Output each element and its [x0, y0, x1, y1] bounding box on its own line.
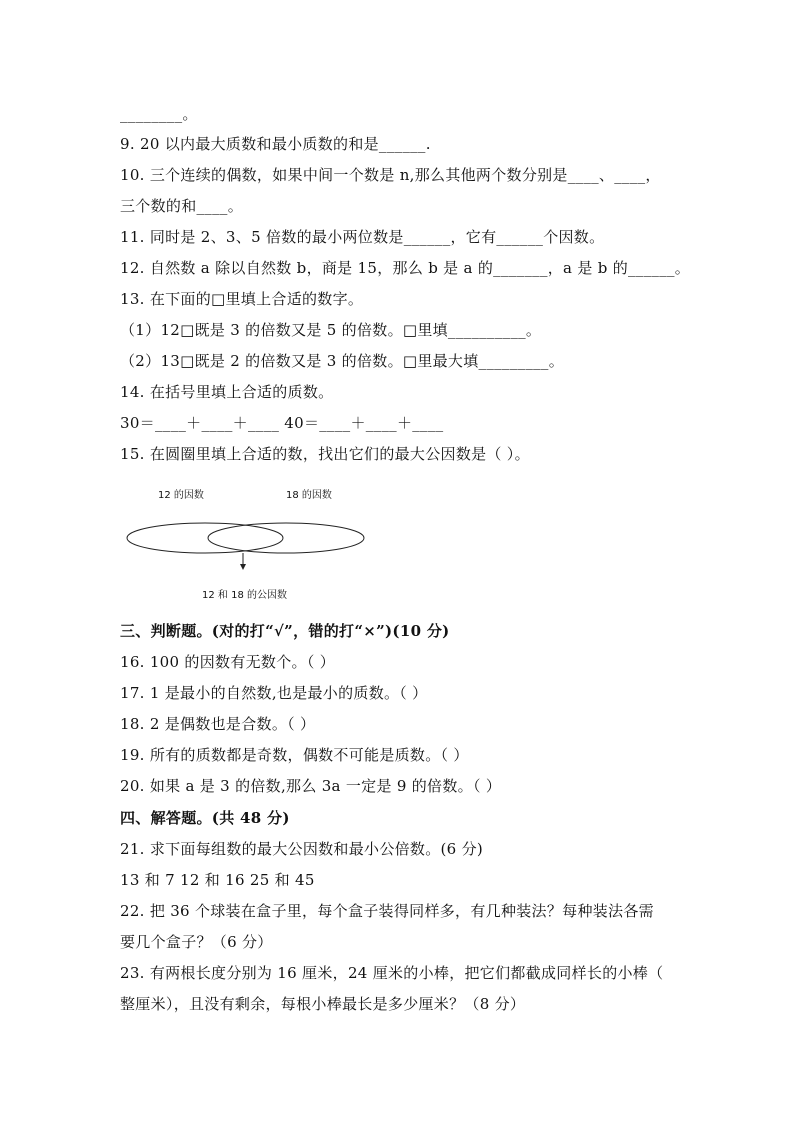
question-15: 15. 在圆圈里填上合适的数，找出它们的最大公因数是（ ）。	[120, 445, 530, 463]
question-21-numbers: 13 和 7 12 和 16 25 和 45	[120, 871, 315, 889]
question-9: 9. 20 以内最大质数和最小质数的和是______.	[120, 135, 431, 153]
question-23-line-1: 23. 有两根长度分别为 16 厘米，24 厘米的小棒，把它们都截成同样长的小棒（	[120, 964, 664, 982]
venn-bottom-label: 12 和 18 的公因数	[202, 590, 287, 601]
question-20: 20. 如果 a 是 3 的倍数,那么 3a 一定是 9 的倍数。（ ）	[120, 777, 502, 795]
question-22-line-2: 要几个盒子？（6 分）	[120, 933, 273, 951]
question-14-equations: 30＝____＋____＋____ 40＝____＋____＋____	[120, 414, 444, 432]
question-12: 12. 自然数 a 除以自然数 b，商是 15，那么 b 是 a 的_______，a 是 b 的______。	[120, 259, 691, 277]
question-13-part-2: （2）13□既是 2 的倍数又是 3 的倍数。□里最大填_________。	[120, 352, 565, 370]
question-16: 16. 100 的因数有无数个。（ ）	[120, 653, 335, 671]
question-23-line-2: 整厘米），且没有剩余，每根小棒最长是多少厘米？（8 分）	[120, 995, 526, 1013]
question-13-part-1: （1）12□既是 3 的倍数又是 5 的倍数。□里填__________。	[120, 321, 542, 339]
venn-left-label: 12 的因数	[158, 490, 204, 501]
question-22-line-1: 22. 把 36 个球装在盒子里，每个盒子装得同样多，有几种装法？每种装法各需	[120, 902, 654, 920]
venn-right-ellipse	[208, 523, 364, 553]
venn-arrow-head	[240, 564, 246, 570]
section-4-heading: 四、解答题。(共 48 分)	[120, 809, 290, 827]
venn-left-ellipse	[127, 523, 283, 553]
question-10-line-2: 三个数的和____。	[120, 197, 244, 215]
question-18: 18. 2 是偶数也是合数。（ ）	[120, 715, 316, 733]
section-3-heading: 三、判断题。(对的打“√”，错的打“×”)(10 分)	[120, 622, 450, 640]
blank-line-continuation: ________。	[120, 105, 198, 123]
question-13: 13. 在下面的□里填上合适的数字。	[120, 290, 364, 308]
question-14: 14. 在括号里填上合适的质数。	[120, 383, 334, 401]
venn-diagram	[120, 482, 380, 606]
question-11: 11. 同时是 2、3、5 倍数的最小两位数是______，它有______个因数。	[120, 228, 605, 246]
question-21: 21. 求下面每组数的最大公因数和最小公倍数。(6 分)	[120, 840, 484, 858]
question-17: 17. 1 是最小的自然数,也是最小的质数。（ ）	[120, 684, 428, 702]
question-10-line-1: 10. 三个连续的偶数，如果中间一个数是 n,那么其他两个数分别是____、____，	[120, 166, 661, 184]
venn-right-label: 18 的因数	[286, 490, 332, 501]
question-19: 19. 所有的质数都是奇数，偶数不可能是质数。（ ）	[120, 746, 469, 764]
